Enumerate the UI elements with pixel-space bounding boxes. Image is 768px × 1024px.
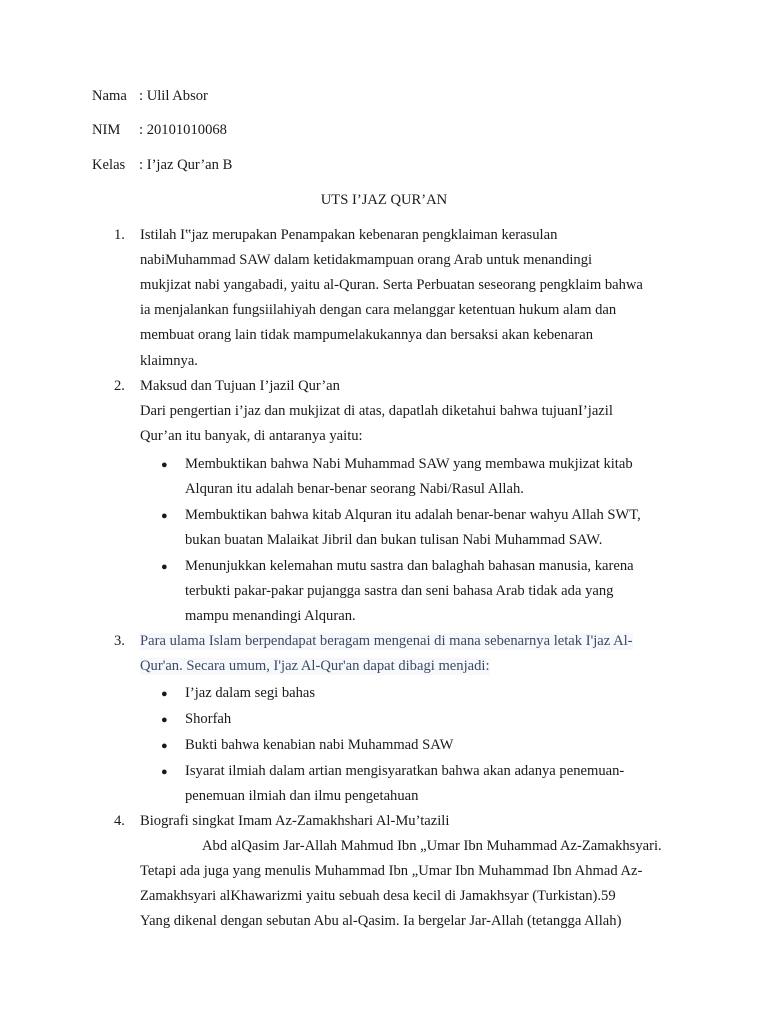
item-line: mukjizat nabi yangabadi, yaitu al-Quran. Serta Perbuatan seseorang pengklaim bahwa [140,277,643,293]
bullet-line: Membuktikan bahwa Nabi Muhammad SAW yang membawa mukjizat kitab [185,456,633,472]
item-line: Istilah I‟jaz merupakan Penampakan kebenaran pengklaiman kerasulan [140,227,558,243]
item-line: Dari pengertian i’jaz dan mukjizat di atas, dapatlah diketahui bahwa tujuanI’jazil [140,403,613,419]
item-number: 4. [114,813,125,829]
bullet-line: I’jaz dalam segi bahas [185,685,316,701]
bullet-line: Alquran itu adalah benar-benar seorang Nabi/Rasul Allah. [185,481,524,497]
item-line: Biografi singkat Imam Az-Zamakhshari Al-Mu’tazili [140,813,450,829]
bullet-line: terbukti pakar-pakar pujangga sastra dan seni bahasa Arab tidak ada yang [185,583,614,599]
bullet-line: Shorfah [185,711,232,727]
nama-value: : Ulil Absor [139,88,208,104]
item-number: 1. [114,227,125,243]
bullet-icon: ● [161,561,168,573]
item-line: membuat orang lain tidak mampumelakukannya dan bersaksi akan kebenaran [140,327,594,343]
nama-row [92,88,208,105]
bullet-line: Isyarat ilmiah dalam artian mengisyaratkan bahwa akan adanya penemuan- [185,763,625,779]
nim-row [92,122,227,139]
bullet-icon: ● [161,459,168,471]
document-title: UTS I’JAZ QUR’AN [320,192,448,208]
bullet-line: penemuan ilmiah dan ilmu pengetahuan [185,788,419,804]
item-line: klaimnya. [140,353,198,369]
bullet-line: Bukti bahwa kenabian nabi Muhammad SAW [185,737,454,753]
item-line: Zamakhsyari alKhawarizmi yaitu sebuah desa kecil di Jamakhsyar (Turkistan).59 [140,888,616,904]
item-line: Abd alQasim Jar-Allah Mahmud Ibn „Umar Ibn Muhammad Az-Zamakhsyari. [202,838,662,854]
item-line: Qur’an itu banyak, di antaranya yaitu: [140,428,363,444]
kelas-label: Kelas [92,157,126,173]
nim-value: : 20101010068 [139,122,227,138]
item-line: Yang dikenal dengan sebutan Abu al-Qasim. Ia bergelar Jar-Allah (tetangga Allah) [140,913,622,929]
nim-label: NIM [92,122,121,138]
item-line: nabiMuhammad SAW dalam ketidakmampuan orang Arab untuk menandingi [140,252,593,268]
bullet-icon: ● [161,714,168,726]
bullet-line: Menunjukkan kelemahan mutu sastra dan balaghah bahasan manusia, karena [185,558,634,574]
bullet-line: bukan buatan Malaikat Jibril dan bukan tulisan Nabi Muhammad SAW. [185,532,603,548]
item-line: Qur'an. Secara umum, I'jaz Al-Qur'an dapat dibagi menjadi: [140,658,490,674]
item-line: Maksud dan Tujuan I’jazil Qur’an [140,378,340,394]
item-line: Para ulama Islam berpendapat beragam mengenai di mana sebenarnya letak I'jaz Al- [140,633,633,649]
bullet-icon: ● [161,740,168,752]
item-number: 3. [114,633,125,649]
kelas-row [92,157,232,174]
bullet-line: mampu menandingi Alquran. [185,608,356,624]
nama-label: Nama [92,88,127,104]
kelas-value: : I’jaz Qur’an B [139,157,233,173]
item-line: Tetapi ada juga yang menulis Muhammad Ibn „Umar Ibn Muhammad Ibn Ahmad Az- [140,863,643,879]
item-line: ia menjalankan fungsiilahiyah dengan cara melanggar ketentuan hukum alam dan [140,302,617,318]
bullet-icon: ● [161,766,168,778]
bullet-line: Membuktikan bahwa kitab Alquran itu adalah benar-benar wahyu Allah SWT, [185,507,641,523]
bullet-icon: ● [161,688,168,700]
item-number: 2. [114,378,125,394]
bullet-icon: ● [161,510,168,522]
